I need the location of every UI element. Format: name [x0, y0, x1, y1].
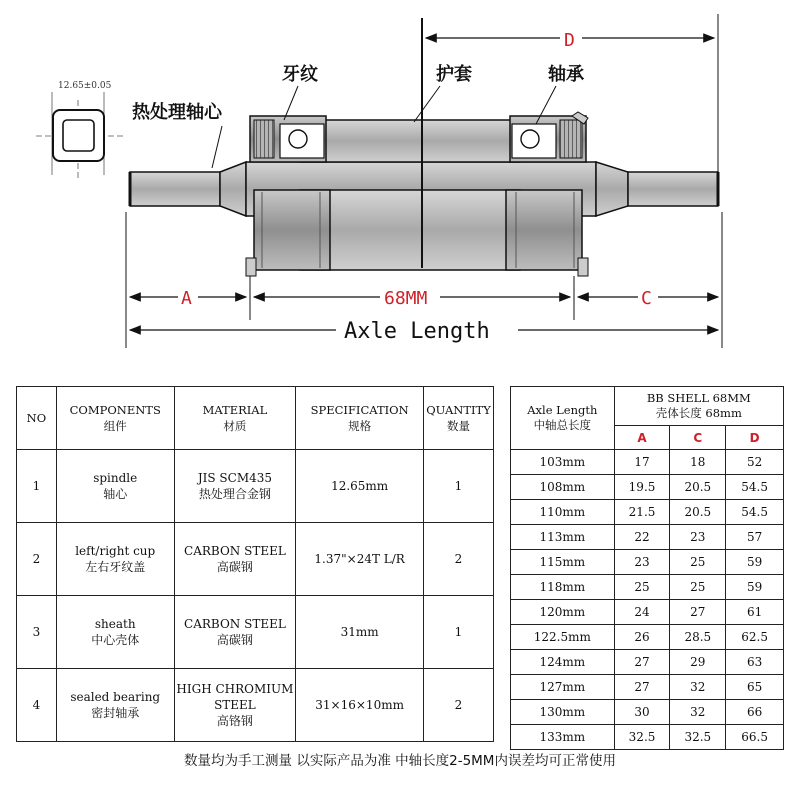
cell-d: 59 [726, 575, 784, 600]
cell-axle-length: 118mm [511, 575, 615, 600]
dimension-c-label: C [641, 288, 652, 309]
cell-c: 20.5 [670, 500, 726, 525]
header-col-c: C [670, 426, 726, 450]
cell-axle-length: 133mm [511, 725, 615, 750]
header-shell-en: BB SHELL 68MM [646, 391, 751, 405]
cell-c: 27 [670, 600, 726, 625]
header-qty-en: QUANTITY [426, 403, 491, 417]
cell-quantity: 2 [424, 669, 494, 742]
table-row [511, 725, 784, 750]
cell-axle-length: 130mm [511, 700, 615, 725]
component-cn: 轴心 [103, 487, 128, 501]
cell-axle-length: 113mm [511, 525, 615, 550]
dimension-d-label: D [564, 30, 575, 51]
callout-bearing: 轴承 [548, 64, 584, 85]
callout-sheath: 护套 [436, 64, 472, 85]
component-cn: 中心壳体 [91, 633, 140, 647]
sheath-shape [300, 120, 520, 270]
cell-axle-length: 108mm [511, 475, 615, 500]
header-no: NO [17, 387, 57, 450]
cell-d: 65 [726, 675, 784, 700]
dimension-a-label: A [181, 288, 192, 309]
cell-component [56, 669, 174, 742]
table-row [511, 600, 784, 625]
cell-c: 32 [670, 700, 726, 725]
table-row [511, 650, 784, 675]
axle-length-table [510, 386, 784, 750]
callout-thread: 牙纹 [282, 64, 318, 85]
cell-a: 19.5 [614, 475, 670, 500]
cell-component [56, 523, 174, 596]
material-en: JIS SCM435 [197, 471, 273, 485]
header-axle-cn: 中轴总长度 [533, 418, 592, 432]
header-axle-en: Axle Length [527, 403, 598, 417]
cell-c: 25 [670, 575, 726, 600]
cell-c: 25 [670, 550, 726, 575]
cell-a: 17 [614, 450, 670, 475]
cell-material [174, 669, 296, 742]
components-header-row [17, 387, 494, 450]
cross-section-dimension: 12.65±0.05 [58, 81, 112, 91]
dimension-axle-label: Axle Length [344, 319, 490, 344]
cell-a: 27 [614, 650, 670, 675]
cell-a: 27 [614, 675, 670, 700]
table-row [511, 700, 784, 725]
cell-quantity: 1 [424, 596, 494, 669]
cell-c: 28.5 [670, 625, 726, 650]
left-cup-shape [246, 116, 330, 276]
cell-material [174, 596, 296, 669]
component-en: sheath [94, 617, 136, 631]
table-row [511, 500, 784, 525]
material-cn: 高铬钢 [216, 714, 253, 728]
cell-material [174, 523, 296, 596]
cell-a: 26 [614, 625, 670, 650]
table-row [511, 525, 784, 550]
cell-d: 54.5 [726, 500, 784, 525]
header-material [174, 387, 296, 450]
cell-d: 61 [726, 600, 784, 625]
material-en: CARBON STEEL [184, 544, 286, 558]
header-specification [296, 387, 424, 450]
table-row [511, 675, 784, 700]
cell-c: 20.5 [670, 475, 726, 500]
cell-c: 32 [670, 675, 726, 700]
header-spec-cn: 规格 [348, 419, 372, 433]
cell-d: 63 [726, 650, 784, 675]
cell-c: 32.5 [670, 725, 726, 750]
bottom-bracket-diagram [0, 0, 800, 380]
table-row [511, 550, 784, 575]
cell-no: 2 [17, 523, 57, 596]
table-row [511, 450, 784, 475]
cell-a: 21.5 [614, 500, 670, 525]
component-en: left/right cup [75, 544, 156, 558]
cell-axle-length: 122.5mm [511, 625, 615, 650]
cell-a: 23 [614, 550, 670, 575]
cell-quantity: 1 [424, 450, 494, 523]
cell-c: 18 [670, 450, 726, 475]
cell-c: 29 [670, 650, 726, 675]
cell-a: 22 [614, 525, 670, 550]
cell-d: 59 [726, 550, 784, 575]
cell-a: 32.5 [614, 725, 670, 750]
table-row [511, 575, 784, 600]
cell-a: 30 [614, 700, 670, 725]
header-axle-length [511, 387, 615, 450]
header-material-en: MATERIAL [202, 403, 268, 417]
table-row [17, 596, 494, 669]
dimension-shell-label: 68MM [384, 288, 428, 309]
cell-specification: 31mm [296, 596, 424, 669]
cell-axle-length: 124mm [511, 650, 615, 675]
length-table-body [511, 450, 784, 750]
right-cup-shape [506, 112, 588, 276]
header-qty-cn: 数量 [447, 419, 470, 433]
component-en: spindle [93, 471, 138, 485]
component-cn: 密封轴承 [91, 706, 140, 720]
cell-a: 24 [614, 600, 670, 625]
material-cn: 热处理合金钢 [198, 487, 271, 501]
cell-specification: 31×16×10mm [296, 669, 424, 742]
table-row [511, 475, 784, 500]
length-header-row [511, 387, 784, 426]
material-en: HIGH CHROMIUM STEEL [176, 682, 294, 712]
cell-axle-length: 103mm [511, 450, 615, 475]
cell-d: 62.5 [726, 625, 784, 650]
header-col-a: A [614, 426, 670, 450]
cell-no: 4 [17, 669, 57, 742]
callout-spindle: 热处理轴心 [132, 102, 222, 123]
footnote: 数量均为手工测量 以实际产品为准 中轴长度2-5MM内误差均可正常使用 [184, 753, 616, 769]
header-col-d: D [726, 426, 784, 450]
material-cn: 高碳钢 [216, 560, 253, 574]
cell-axle-length: 127mm [511, 675, 615, 700]
cell-d: 66.5 [726, 725, 784, 750]
header-components-cn: 组件 [103, 419, 127, 433]
cell-axle-length: 110mm [511, 500, 615, 525]
material-cn: 高碳钢 [216, 633, 253, 647]
cell-a: 25 [614, 575, 670, 600]
cell-no: 3 [17, 596, 57, 669]
cell-d: 57 [726, 525, 784, 550]
cell-d: 54.5 [726, 475, 784, 500]
header-material-cn: 材质 [223, 419, 247, 433]
cell-component [56, 596, 174, 669]
table-row [17, 523, 494, 596]
cell-c: 23 [670, 525, 726, 550]
table-row [511, 625, 784, 650]
components-table [16, 386, 494, 742]
header-bb-shell [614, 387, 783, 426]
table-row [17, 669, 494, 742]
header-components-en: COMPONENTS [69, 403, 161, 417]
component-en: sealed bearing [70, 690, 161, 704]
header-quantity [424, 387, 494, 450]
cell-d: 52 [726, 450, 784, 475]
cell-axle-length: 120mm [511, 600, 615, 625]
header-spec-en: SPECIFICATION [310, 403, 409, 417]
cell-component [56, 450, 174, 523]
cell-specification: 1.37"×24T L/R [296, 523, 424, 596]
cell-material [174, 450, 296, 523]
cell-axle-length: 115mm [511, 550, 615, 575]
header-components [56, 387, 174, 450]
component-cn: 左右牙纹盖 [85, 560, 146, 574]
cell-quantity: 2 [424, 523, 494, 596]
cell-no: 1 [17, 450, 57, 523]
cell-d: 66 [726, 700, 784, 725]
header-shell-cn: 壳体长度 68mm [655, 406, 742, 420]
table-row [17, 450, 494, 523]
cell-specification: 12.65mm [296, 450, 424, 523]
material-en: CARBON STEEL [184, 617, 286, 631]
cross-section-icon [36, 81, 124, 180]
